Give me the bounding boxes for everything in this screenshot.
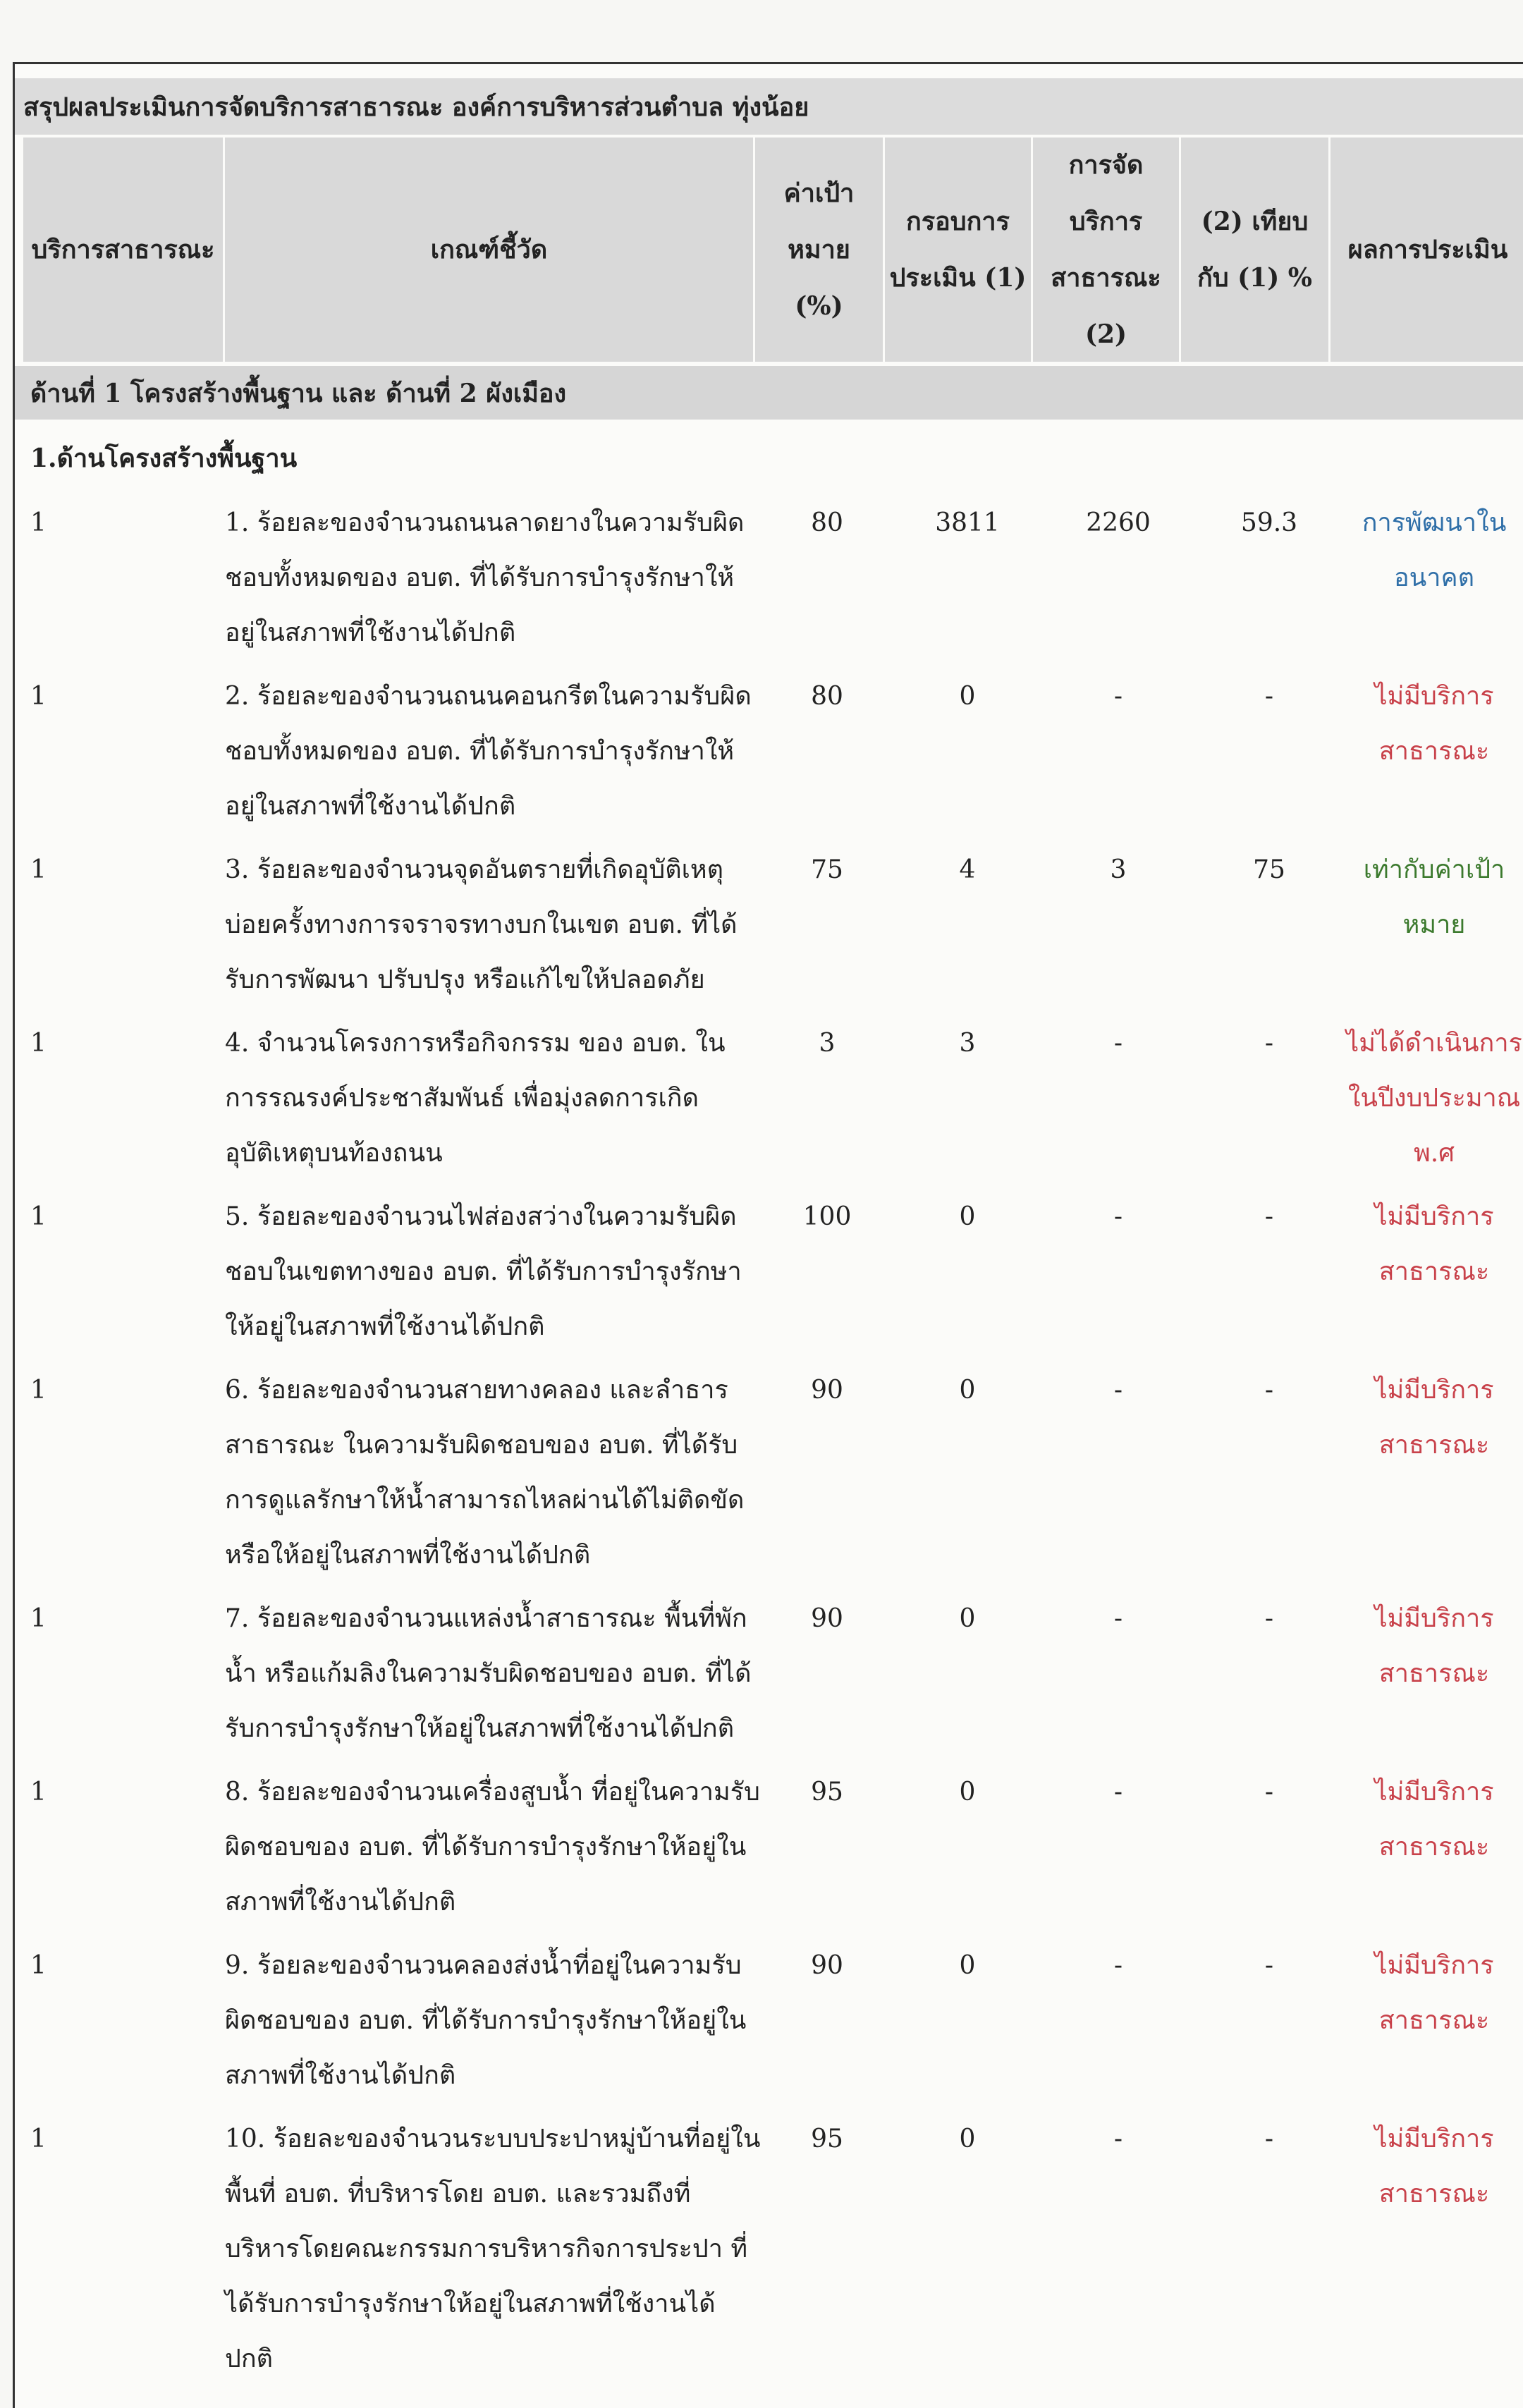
service-value: - <box>1113 1202 1123 1231</box>
compare-value: - <box>1264 1604 1274 1633</box>
result-text: ไม่มีบริการสาธารณะ <box>1374 1778 1494 1862</box>
target-value: 75 <box>811 855 843 884</box>
target-value: 3 <box>819 1029 836 1058</box>
indicator-text: 2. ร้อยละของจำนวนถนนคอนกรีตในความรับผิดชอบทั้งหมดของ อบต. ที่ได้รับการบำรุงรักษาให้อยู่ในสภาพที่ใช้งานได้ปกติ <box>225 682 752 821</box>
target-value: 95 <box>811 1778 843 1807</box>
target-value: 90 <box>811 1951 843 1980</box>
report-title: สรุปผลประเมินการจัดบริการสาธารณะ องค์การบริหารส่วนตำบล ทุ่งน้อย <box>15 78 1523 135</box>
result-text: ไม่มีบริการสาธารณะ <box>1374 1376 1494 1460</box>
row-number: 1 <box>30 682 47 711</box>
result-text: ไม่มีบริการสาธารณะ <box>1374 1951 1494 2035</box>
section-title: ด้านที่ 1 โครงสร้างพื้นฐาน และ ด้านที่ 2 ผังเมือง <box>15 366 1523 420</box>
target-value: 95 <box>811 2125 843 2153</box>
framework-value: 0 <box>959 2125 976 2153</box>
framework-value: 0 <box>959 1951 976 1980</box>
result-text: การพัฒนาในอนาคต <box>1362 508 1507 592</box>
target-value: 80 <box>811 508 843 537</box>
header-service-provision: การจัดบริการสาธารณะ (2) <box>1033 137 1181 362</box>
compare-value: - <box>1264 682 1274 711</box>
row-number: 1 <box>30 1604 47 1633</box>
framework-value: 3 <box>959 1029 976 1058</box>
indicator-text: 1. ร้อยละของจำนวนถนนลาดยางในความรับผิดชอบทั้งหมดของ อบต. ที่ได้รับการบำรุงรักษาให้อยู่ในสภาพที่ใช้งานได้ปกติ <box>225 508 745 647</box>
row-number: 1 <box>30 855 47 884</box>
framework-value: 0 <box>959 1202 976 1231</box>
compare-value: - <box>1264 1202 1274 1231</box>
result-text: ไม่มีบริการสาธารณะ <box>1374 2125 1494 2208</box>
table-header <box>23 137 1523 362</box>
indicator-text: 6. ร้อยละของจำนวนสายทางคลอง และลำธารสาธารณะ ในความรับผิดชอบของ อบต. ที่ได้รับการดูแลรักษาให้น้ำสามารถไหลผ่านได้ไม่ติดขัด หรือให้อยู่ในสภาพที่ใช้งานได้ปกติ <box>225 1376 745 1570</box>
framework-value: 0 <box>959 1376 976 1405</box>
framework-value: 0 <box>959 1778 976 1807</box>
indicator-text: 10. ร้อยละของจำนวนระบบประปาหมู่บ้านที่อยู่ในพื้นที่ อบต. ที่บริหารโดย อบต. และรวมถึงที่บริหารโดยคณะกรรมการบริหารกิจการประปา ที่ได้รับการบำรุงรักษาให้อยู่ในสภาพที่ใช้งานได้ปกติ <box>225 2125 761 2373</box>
row-number: 1 <box>30 1778 47 1807</box>
header-service: บริการสาธารณะ <box>23 137 225 362</box>
row-number: 1 <box>30 2125 47 2153</box>
header-target: ค่าเป้าหมาย (%) <box>755 137 885 362</box>
row-number: 1 <box>30 508 47 537</box>
result-text: ไม่มีบริการสาธารณะ <box>1374 682 1494 766</box>
service-value: - <box>1113 1376 1123 1405</box>
service-value: - <box>1113 682 1123 711</box>
header-compare: (2) เทียบ กับ (1) % <box>1181 137 1331 362</box>
indicator-text: 8. ร้อยละของจำนวนเครื่องสูบน้ำ ที่อยู่ในความรับผิดชอบของ อบต. ที่ได้รับการบำรุงรักษาให้อยู่ในสภาพที่ใช้งานได้ปกติ <box>225 1778 760 1917</box>
report-frame <box>13 62 1523 2408</box>
service-value: 2260 <box>1086 508 1151 537</box>
compare-value: - <box>1264 2125 1274 2153</box>
row-number: 1 <box>30 1951 47 1980</box>
indicator-text: 7. ร้อยละของจำนวนแหล่งน้ำสาธารณะ พื้นที่พักน้ำ หรือแก้มลิงในความรับผิดชอบของ อบต. ที่ได้รับการบำรุงรักษาให้อยู่ในสภาพที่ใช้งานได้ปกติ <box>225 1604 752 1743</box>
target-value: 100 <box>802 1202 852 1231</box>
framework-value: 3811 <box>935 508 1000 537</box>
header-framework: กรอบการประเมิน (1) <box>885 137 1033 362</box>
header-indicator: เกณฑ์ชี้วัด <box>225 137 755 362</box>
indicator-text: 3. ร้อยละของจำนวนจุดอันตรายที่เกิดอุบัติเหตุบ่อยครั้งทางการจราจรทางบกในเขต อบต. ที่ได้รับการพัฒนา ปรับปรุง หรือแก้ไขให้ปลอดภัย <box>225 855 738 994</box>
row-number: 1 <box>30 1376 47 1405</box>
indicator-text: 9. ร้อยละของจำนวนคลองส่งน้ำที่อยู่ในความรับผิดชอบของ อบต. ที่ได้รับการบำรุงรักษาให้อยู่ในสภาพที่ใช้งานได้ปกติ <box>225 1951 747 2090</box>
row-number: 1 <box>30 1202 47 1231</box>
service-value: 3 <box>1110 855 1127 884</box>
framework-value: 4 <box>959 855 976 884</box>
result-text: ไม่ได้ดำเนินการในปีงบประมาณ พ.ศ <box>1346 1029 1522 1168</box>
indicator-text: 5. ร้อยละของจำนวนไฟส่องสว่างในความรับผิดชอบในเขตทางของ อบต. ที่ได้รับการบำรุงรักษาให้อยู่ในสภาพที่ใช้งานได้ปกติ <box>225 1202 742 1341</box>
service-value: - <box>1113 2125 1123 2153</box>
target-value: 90 <box>811 1604 843 1633</box>
compare-value: 59.3 <box>1240 508 1298 537</box>
compare-value: - <box>1264 1029 1274 1058</box>
framework-value: 0 <box>959 682 976 711</box>
compare-value: - <box>1264 1376 1274 1405</box>
result-text: ไม่มีบริการสาธารณะ <box>1374 1202 1494 1286</box>
service-value: - <box>1113 1029 1123 1058</box>
result-text: ไม่มีบริการสาธารณะ <box>1374 1604 1494 1688</box>
header-result: ผลการประเมิน <box>1331 137 1523 362</box>
service-value: - <box>1113 1778 1123 1807</box>
target-value: 80 <box>811 682 843 711</box>
subsection-title: 1.ด้านโครงสร้างพื้นฐาน <box>30 444 298 473</box>
compare-value: 75 <box>1253 855 1285 884</box>
compare-value: - <box>1264 1778 1274 1807</box>
row-number: 1 <box>30 1029 47 1058</box>
target-value: 90 <box>811 1376 843 1405</box>
framework-value: 0 <box>959 1604 976 1633</box>
service-value: - <box>1113 1951 1123 1980</box>
compare-value: - <box>1264 1951 1274 1980</box>
indicator-text: 4. จำนวนโครงการหรือกิจกรรม ของ อบต. ในการรณรงค์ประชาสัมพันธ์ เพื่อมุ่งลดการเกิดอุบัติเหตุบนท้องถนน <box>225 1029 726 1168</box>
result-text: เท่ากับค่าเป้าหมาย <box>1363 855 1505 939</box>
service-value: - <box>1113 1604 1123 1633</box>
